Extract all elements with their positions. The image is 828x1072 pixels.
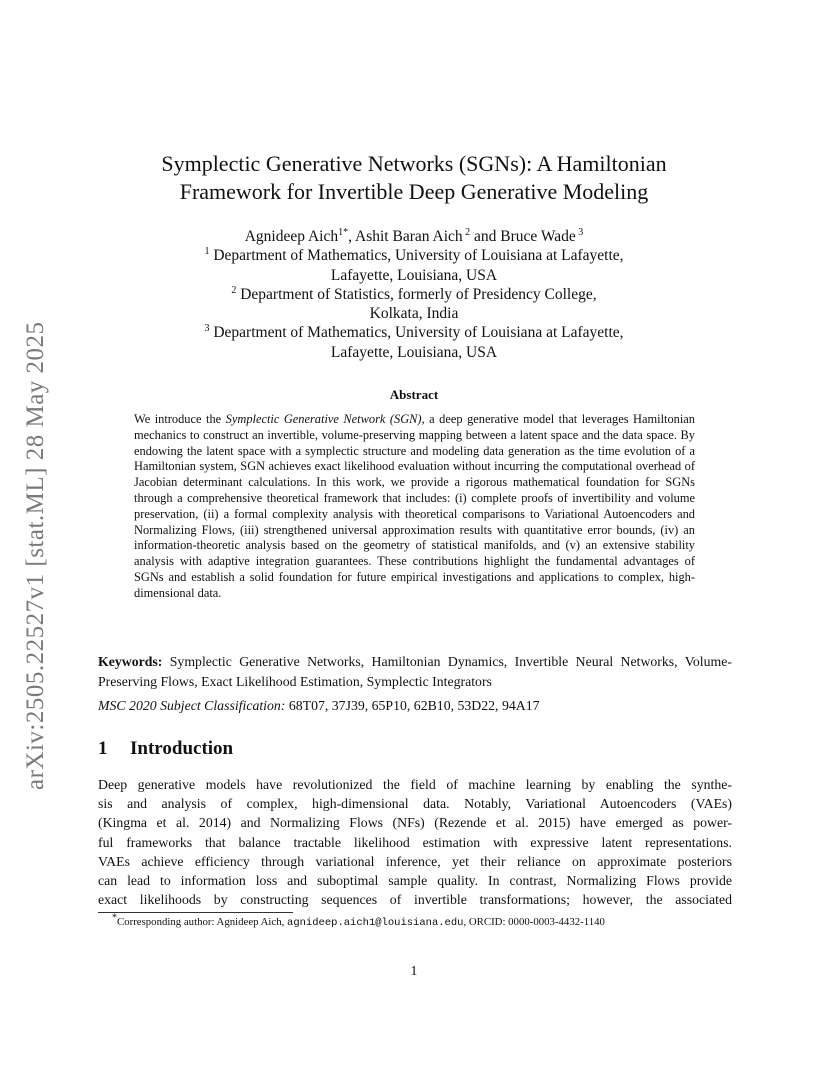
arxiv-identifier-stamp: arXiv:2505.22527v1 [stat.ML] 28 May 2025 [22, 321, 49, 790]
abstract-heading: Abstract [389, 387, 439, 402]
author-1: Agnideep Aich [244, 228, 339, 245]
msc-classification [98, 696, 732, 715]
footnote-text-2: , ORCID: 0000-0003-4432-1140 [463, 916, 605, 928]
intro-line-3: (Kingma et al. 2014) and Normalizing Flows (NFs) (Rezende et al. 2015) have emerged as power- [98, 815, 732, 831]
affiliation-1-sup: 1 [204, 246, 210, 258]
paper-title [0, 150, 828, 206]
author-3-sup: 3 [575, 226, 584, 238]
page-number: 1 [410, 963, 418, 978]
author-2: , Ashit Baran Aich [348, 228, 463, 245]
affiliation-3-text: Department of Mathematics, University of Louisiana at Lafayette, [209, 324, 624, 342]
intro-line-4: ful frameworks that balance tractable likelihood estimation with expressive latent representations. [98, 834, 732, 850]
affiliation-2-sup: 2 [231, 284, 237, 296]
keywords-label: Keywords: [98, 654, 163, 669]
abstract-body [134, 412, 695, 602]
introduction-paragraph [98, 775, 732, 909]
footnote-rule [98, 912, 293, 913]
intro-line-7: exact likelihoods by constructing sequences of invertible transformations; however, the associated [98, 892, 732, 908]
title-line-1: Symplectic Generative Networks (SGNs): A Hamiltonian [161, 151, 667, 176]
author-2-sup: 2 [462, 226, 471, 238]
affiliation-1-text: Department of Mathematics, University of Louisiana at Lafayette, [209, 247, 624, 265]
section-heading-introduction [98, 738, 233, 760]
footnote-text-1: Corresponding author: Agnideep Aich, [117, 916, 288, 928]
author-1-sup: 1* [338, 226, 349, 238]
author-3: and Bruce Wade [470, 228, 576, 245]
abstract-text: , a deep generative model that leverages Hamiltonian mechanics to construct an invertible, volume-preserving mapping between a latent space and the data space. By endowing the latent space with a symplectic structure and modeling data generation as the time evolution of a Hamiltonian system, SGN achieves exact likelihood evaluation without incurring the computational overhead of Jacobian determinant calculations. In this work, we provide a rigorous mathematical foundation for SGNs through a comprehensive theoretical framework that includes: (i) complete proofs of invertibility and volume preservation, (ii) a formal complexity analysis with theoretical comparisons to Variational Autoencoders and Normalizing Flows, (iii) strengthened universal approximation results with quantitative error bounds, (iv) an information-theoretic analysis based on the geometry of statistical manifolds, and (v) an extensive stability analysis with adaptive integration guarantees. These contributions highlight the fundamental advantages of SGNs and establish a solid foundation for future empirical investigations and applications to complex, high-dimensional data. [134, 412, 695, 600]
affiliation-2-line-1 [0, 285, 828, 304]
msc-codes: 68T07, 37J39, 65P10, 62B10, 53D22, 94A17 [285, 698, 540, 713]
author-block [0, 227, 828, 362]
affiliation-2-text: Department of Statistics, formerly of Presidency College, [236, 285, 597, 303]
affiliation-3-line-1 [0, 323, 828, 342]
footnote-marker: * [112, 912, 117, 924]
title-line-2: Framework for Invertible Deep Generative Modeling [179, 179, 649, 204]
footnote [112, 912, 605, 930]
keywords-text: Symplectic Generative Networks, Hamiltonian Dynamics, Invertible Neural Networks, Volume-Preserving Flows, Exact Likelihood Estimation, Symplectic Integrators [98, 654, 732, 689]
keywords-paragraph [98, 652, 732, 691]
section-title: Introduction [130, 738, 234, 759]
abstract-intro: We introduce the [134, 412, 226, 426]
intro-line-2: sis and analysis of complex, high-dimensional data. Notably, Variational Autoencoders (VAEs) [98, 796, 732, 812]
affiliation-1-line-2: Lafayette, Louisiana, USA [330, 266, 498, 284]
footnote-email[interactable]: agnideep.aich1@louisiana.edu [287, 917, 464, 929]
author-names [0, 227, 828, 246]
intro-line-5: VAEs achieve efficiency through variational inference, yet their reliance on approximate posteriors [98, 853, 732, 869]
affiliation-3-line-2: Lafayette, Louisiana, USA [330, 343, 498, 361]
intro-line-6: can lead to information loss and suboptimal sample quality. In contrast, Normalizing Flows provide [98, 873, 732, 889]
affiliation-2-line-2: Kolkata, India [369, 305, 459, 323]
abstract-italic-term: Symplectic Generative Network (SGN) [225, 412, 422, 426]
intro-line-1: Deep generative models have revolutionized the field of machine learning by enabling the synthe- [98, 777, 732, 792]
affiliation-1-line-1 [0, 246, 828, 265]
section-number: 1 [98, 738, 108, 759]
affiliation-3-sup: 3 [204, 323, 210, 335]
msc-label: MSC 2020 Subject Classification: [98, 698, 286, 713]
